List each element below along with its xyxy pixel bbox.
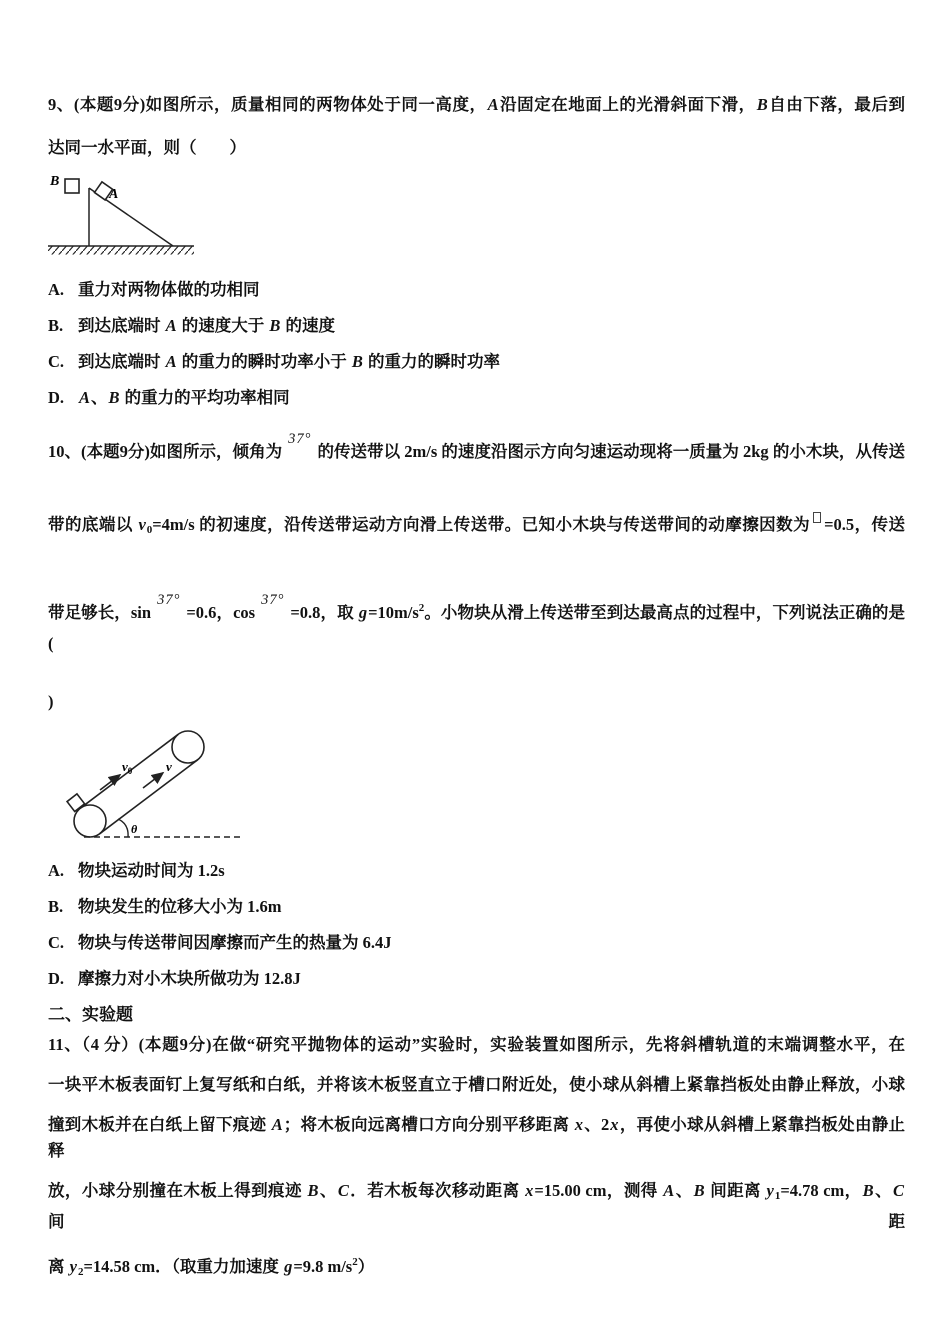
q10-option-b [48, 894, 905, 920]
text-segment: x [525, 1181, 534, 1200]
text-segment: 0 [146, 524, 153, 536]
text-segment: 的重力的瞬时功率 [363, 352, 501, 371]
text-segment: 摩擦力对小木块所做功为 12.8J [78, 969, 301, 988]
block-b [65, 179, 79, 193]
q10-stem-line-2 [48, 510, 905, 545]
q10-option-d [48, 966, 905, 992]
text-segment: 10、(本题9分)如图所示，倾角为 [48, 442, 283, 461]
text-segment: 物块运动时间为 1.2s [78, 861, 225, 880]
q9-option-d [48, 385, 905, 411]
text-segment: 。小物块从滑上传送带至到达最高点的过程中，下列说法正确的是( [48, 603, 906, 653]
belt-lower-edge [100, 760, 198, 834]
text-segment: 的传送带以 2m/s 的速度沿图示方向匀速运动现将一质量为 2kg 的小木块，从传送 [317, 442, 905, 461]
text-segment: 重力对两物体做的功相同 [78, 280, 260, 299]
text-segment: 带足够长，sin [48, 603, 152, 622]
ground-hatching [48, 247, 194, 255]
incline-diagram [48, 171, 258, 263]
text-segment: 、 [675, 1181, 693, 1200]
q10-option-c [48, 930, 905, 956]
theta-arc [118, 819, 128, 837]
text-segment: 的重力的瞬时功率小于 [177, 352, 351, 371]
q11-stem-line-4 [48, 1178, 905, 1235]
q10-stem-line-3 [48, 593, 905, 659]
text-segment: 撞到木板并在白纸上留下痕迹 [48, 1115, 271, 1134]
text-segment: B [862, 1181, 874, 1200]
v-label: v [166, 759, 172, 774]
text-segment: 2 [418, 602, 425, 614]
text-segment: 2 [352, 1256, 358, 1268]
q9-stem-line-1 [48, 92, 905, 118]
text-segment: x [574, 1115, 583, 1134]
text-segment: g [284, 1257, 293, 1276]
text-segment [813, 512, 821, 523]
section-2-title: 二、实验题 [48, 1005, 133, 1024]
block-a-label: A [109, 187, 119, 202]
q9-option-c [48, 349, 905, 375]
text-segment: 、2 [583, 1115, 610, 1134]
text-segment: 带的底端以 [48, 515, 138, 534]
q9-option-d-text [78, 388, 290, 407]
q11-stem-line-1 [48, 1032, 905, 1058]
text-segment: 、 [319, 1181, 337, 1200]
q11-stem-line-5 [48, 1249, 905, 1285]
q9-stem-line-2 [48, 135, 905, 161]
text-segment: 到达底端时 [78, 316, 165, 335]
text-segment: g [358, 603, 368, 622]
text-segment: y [69, 1257, 77, 1276]
text-segment: 、 [874, 1181, 892, 1200]
text-segment: 的速度 [281, 316, 336, 335]
text-segment: A [165, 316, 177, 335]
text-segment: =4m/s 的初速度，沿传送带运动方向滑上传送带。已知小木块与传送带间的动摩擦因数为 [152, 515, 811, 534]
text-segment: =14.58 cm．（取重力加速度 [83, 1257, 284, 1276]
text-segment: ，再使小球从斜槽上紧靠挡板处由静止释 [48, 1115, 906, 1160]
text-segment: A [79, 388, 91, 407]
text-segment: 放，小球分别撞在木板上得到痕迹 [48, 1181, 307, 1200]
text-segment: =9.8 m/s [293, 1257, 353, 1276]
v0-label: $v_0$ [122, 759, 133, 776]
theta-label: θ [131, 822, 138, 836]
text-segment: 间距离 [705, 1181, 766, 1200]
q9-option-a-label: A. [48, 280, 65, 299]
text-segment: 37° [157, 592, 181, 608]
text-segment: =4.78 cm， [780, 1181, 862, 1200]
v0-arrow [100, 775, 120, 790]
text-segment: 达同一水平面，则（ ） [48, 138, 246, 157]
q11-stem-line-3 [48, 1112, 905, 1164]
text-segment: A [271, 1115, 283, 1134]
q10-option-c-text [78, 933, 392, 952]
q9-option-b-text [78, 316, 335, 335]
text-segment: y [766, 1181, 774, 1200]
question-10 [48, 431, 906, 992]
text-segment: 沿固定在地面上的光滑斜面下滑， [499, 95, 756, 114]
q9-option-a-text [78, 280, 260, 299]
q10-option-a-label: A. [48, 861, 65, 880]
q9-option-c-label: C. [48, 352, 65, 371]
text-segment: ．若木板每次移动距离 [349, 1181, 525, 1200]
q9-options [48, 277, 905, 411]
text-segment: 2 [77, 1266, 84, 1278]
text-segment: 37° [261, 592, 285, 608]
text-segment: =0.6，cos [186, 603, 256, 622]
q10-option-c-label: C. [48, 933, 65, 952]
text-segment: B [269, 316, 281, 335]
question-11 [48, 1032, 905, 1285]
text-segment: 11、（4 分）(本题9分)在做“研究平抛物体的运动”实验时，实验装置如图所示，先将斜槽轨道的末端调整水平，在 [48, 1035, 905, 1054]
text-segment: =10m/s [368, 603, 419, 622]
q9-option-c-text [78, 352, 500, 371]
q10-option-d-text [78, 969, 301, 988]
text-segment: 、 [91, 388, 108, 407]
q10-option-d-label: D. [48, 969, 65, 988]
text-segment: B [693, 1181, 705, 1200]
q9-option-d-label: D. [48, 388, 65, 407]
text-segment: B [351, 352, 363, 371]
wood-block [67, 794, 85, 812]
q10-option-a-text [78, 861, 225, 880]
text-segment: ) [48, 692, 54, 711]
text-segment: 物块发生的位移大小为 1.6m [78, 897, 282, 916]
text-segment: 间距 [48, 1212, 905, 1231]
q10-stem-line-4 [48, 687, 905, 717]
text-segment: B [307, 1181, 319, 1200]
text-segment: 离 [48, 1257, 69, 1276]
text-segment: C [893, 1181, 905, 1200]
text-segment: 物块与传送带间因摩擦而产生的热量为 6.4J [78, 933, 392, 952]
q10-option-b-text [78, 897, 282, 916]
text-segment: 一块平木板表面钉上复写纸和白纸，并将该木板竖直立于槽口附近处，使小球从斜槽上紧靠挡板处由静止释放，小球 [48, 1075, 905, 1094]
text-segment: =0.5，传送 [824, 515, 906, 534]
q9-option-b-label: B. [48, 316, 64, 335]
text-segment: 的速度大于 [177, 316, 269, 335]
text-segment: 9、(本题9分)如图所示，质量相同的两物体处于同一高度， [48, 95, 487, 114]
text-segment: A [663, 1181, 675, 1200]
q9-option-a [48, 277, 905, 303]
q11-stem-line-2 [48, 1072, 905, 1098]
text-segment: 37° [288, 431, 312, 447]
text-segment: ；将木板向远离槽口方向分别平移距离 [283, 1115, 574, 1134]
text-segment: ） [357, 1257, 375, 1276]
v-arrow [143, 773, 163, 788]
q10-options [48, 858, 905, 992]
text-segment: B [756, 95, 768, 114]
text-segment: B [108, 388, 120, 407]
q10-option-b-label: B. [48, 897, 64, 916]
block-b-label: B [50, 174, 60, 189]
text-segment: C [337, 1181, 349, 1200]
text-segment: A [165, 352, 177, 371]
text-segment: 自由下落，最后到 [768, 95, 906, 114]
q10-stem-line-1 [48, 431, 905, 468]
q9-option-b [48, 313, 905, 339]
text-segment: x [610, 1115, 619, 1134]
text-segment: 的重力的平均功率相同 [120, 388, 290, 407]
text-segment: v [138, 515, 146, 534]
text-segment: 1 [774, 1190, 781, 1202]
conveyor-diagram [48, 721, 288, 856]
q10-option-a [48, 858, 905, 884]
text-segment: A [487, 95, 499, 114]
text-segment: =15.00 cm，测得 [534, 1181, 663, 1200]
question-9 [48, 92, 905, 411]
text-segment: 到达底端时 [78, 352, 165, 371]
text-segment: =0.8，取 [290, 603, 358, 622]
